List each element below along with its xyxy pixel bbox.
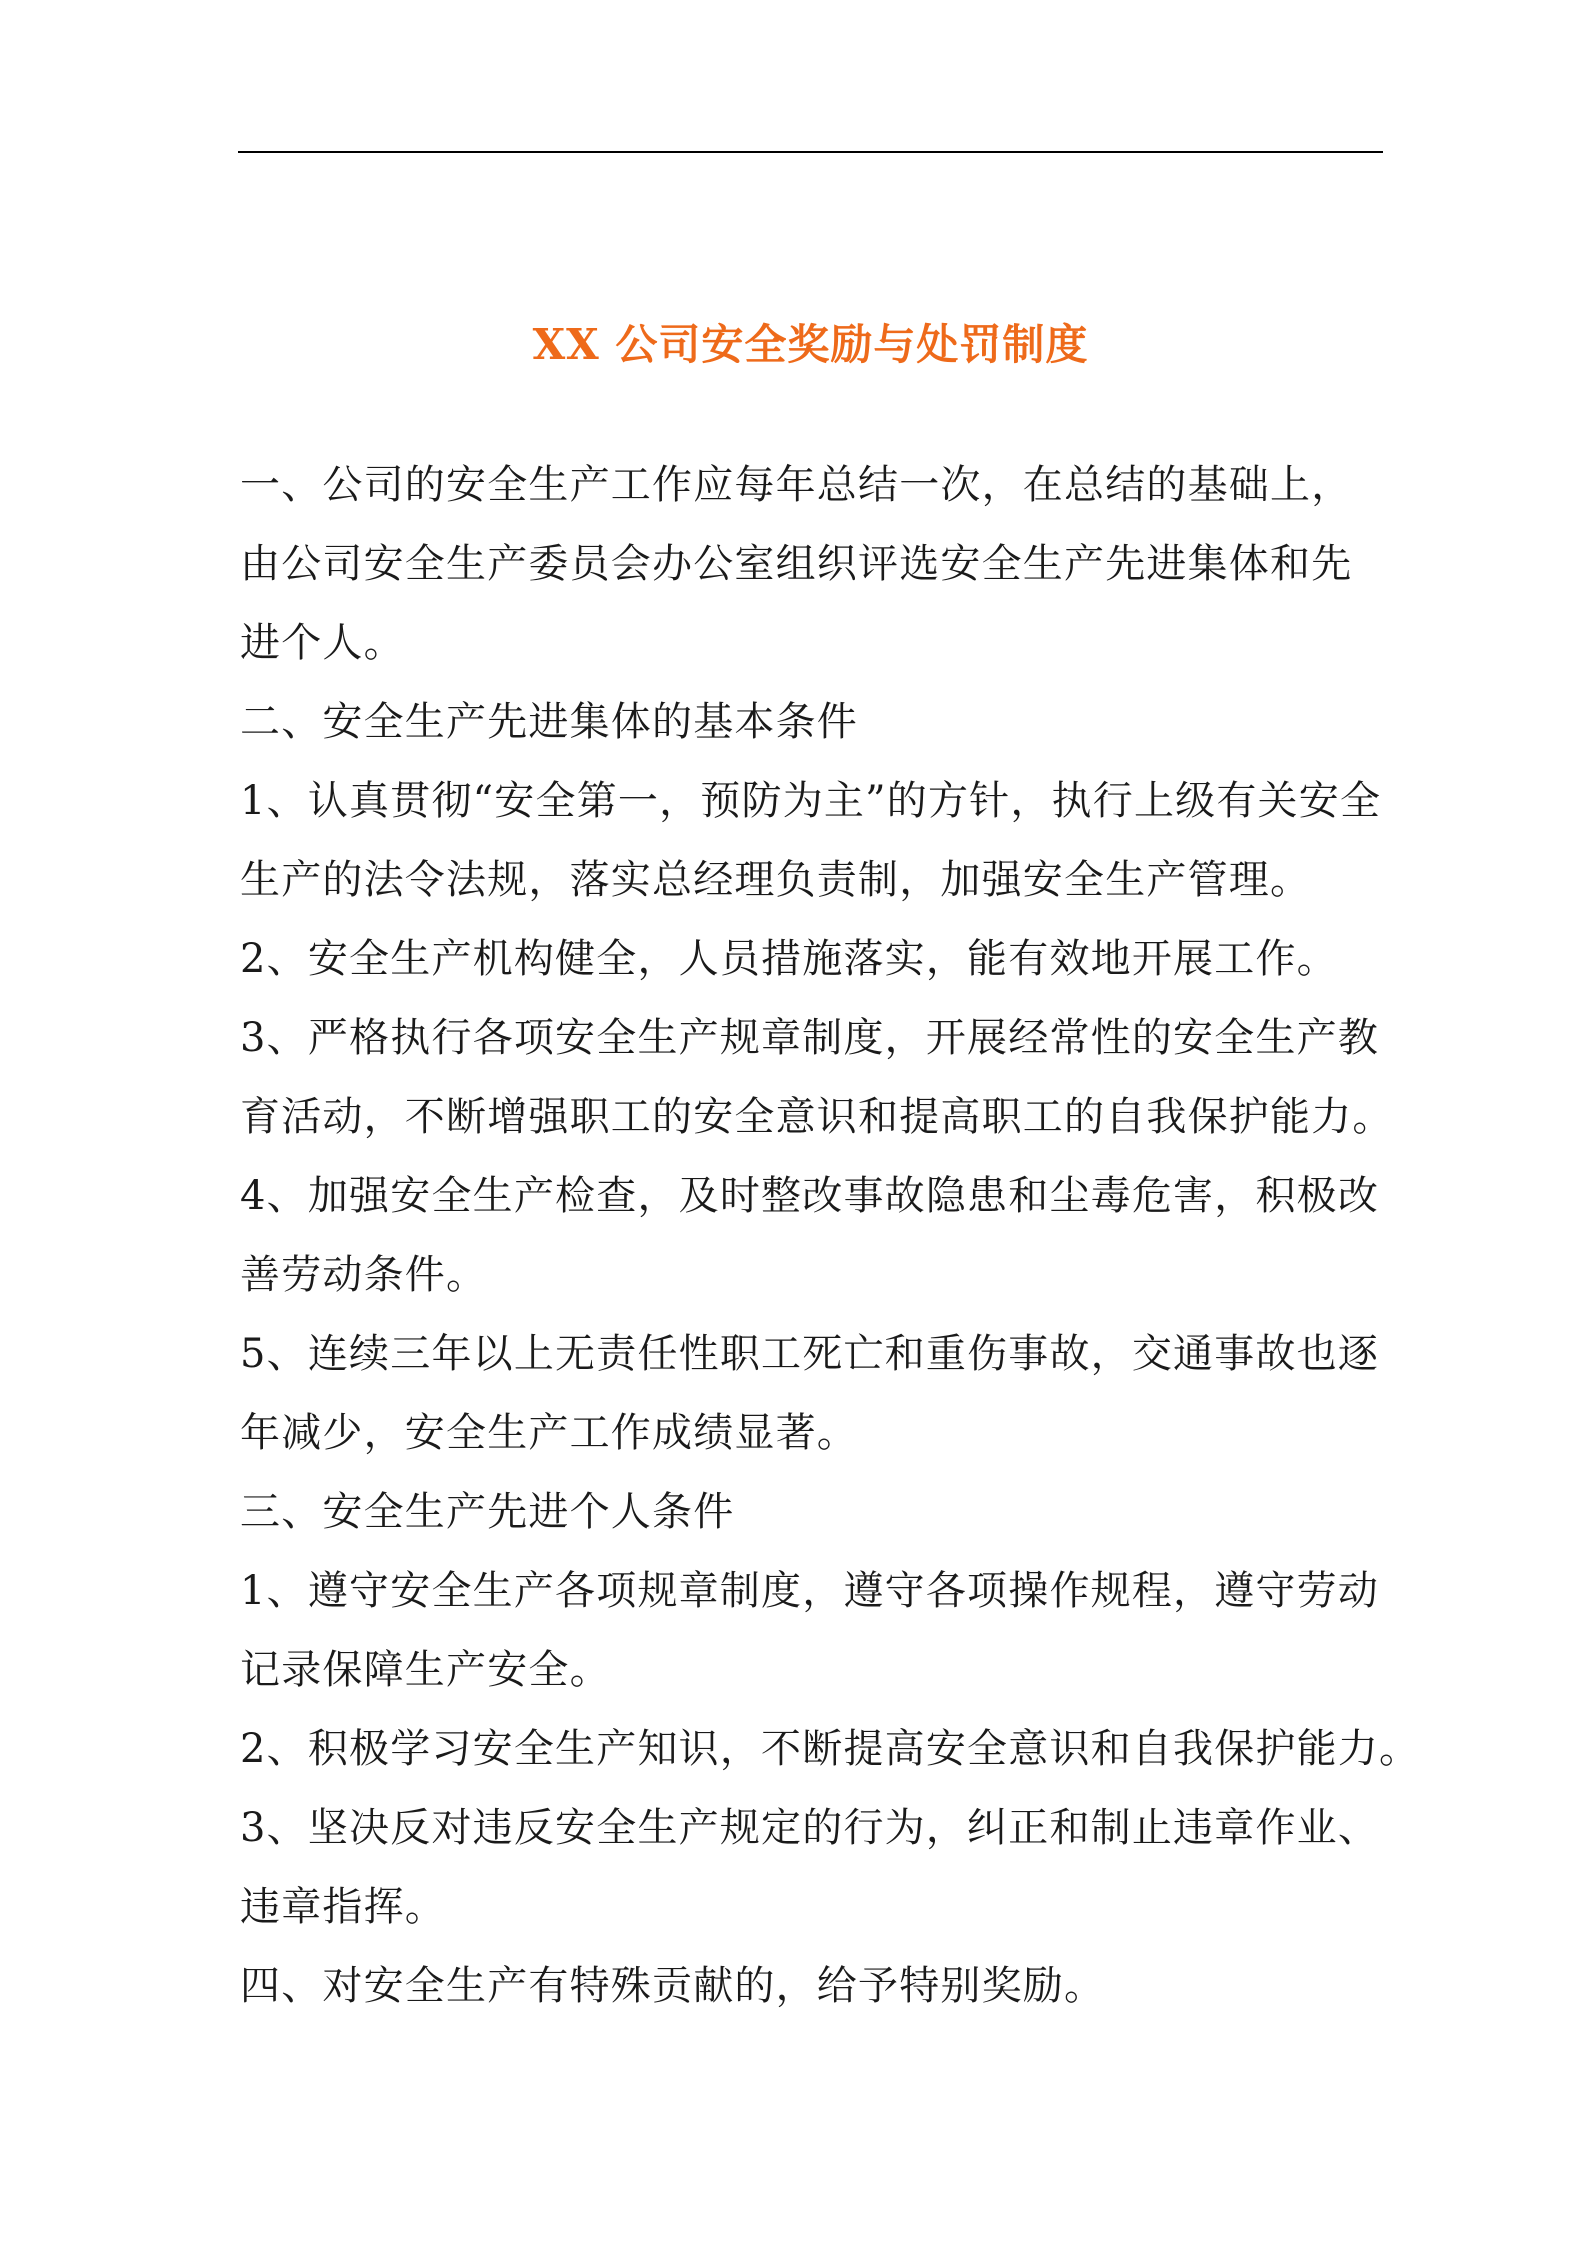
section-heading: 二、安全生产先进集体的基本条件: [240, 699, 858, 745]
body-line: 1、认真贯彻“安全第一，预防为主”的方针，执行上级有关安全: [240, 778, 1382, 824]
document-body: [240, 446, 1421, 2026]
section-heading: 四、对安全生产有特殊贡献的，给予特别奖励。: [240, 1963, 1106, 2009]
body-line: 记录保障生产安全。: [240, 1647, 611, 1693]
body-line: 2、安全生产机构健全，人员措施落实，能有效地开展工作。: [240, 936, 1338, 982]
body-line: 4、加强安全生产检查，及时整改事故隐患和尘毒危害，积极改: [240, 1173, 1380, 1219]
body-line: 3、严格执行各项安全生产规章制度，开展经常性的安全生产教: [240, 1015, 1380, 1061]
section-heading: 三、安全生产先进个人条件: [240, 1489, 735, 1535]
body-line: 2、积极学习安全生产知识，不断提高安全意识和自我保护能力。: [240, 1726, 1421, 1772]
body-line: 违章指挥。: [240, 1884, 446, 1930]
body-line: 5、连续三年以上无责任性职工死亡和重伤事故，交通事故也逐: [240, 1331, 1380, 1377]
body-line: 年减少，安全生产工作成绩显著。: [240, 1410, 858, 1456]
body-line: 由公司安全生产委员会办公室组织评选安全生产先进集体和先: [240, 541, 1353, 587]
body-line: 进个人。: [240, 620, 405, 666]
header-rule: [238, 151, 1383, 153]
body-line: 一、公司的安全生产工作应每年总结一次，在总结的基础上，: [240, 462, 1353, 508]
body-line: 3、坚决反对违反安全生产规定的行为，纠正和制止违章作业、: [240, 1805, 1380, 1851]
body-line: 善劳动条件。: [240, 1252, 488, 1298]
document-title: XX 公司安全奖励与处罚制度: [532, 320, 1089, 370]
body-line: 生产的法令法规，落实总经理负责制，加强安全生产管理。: [240, 857, 1312, 903]
body-line: 育活动，不断增强职工的安全意识和提高职工的自我保护能力。: [240, 1094, 1394, 1140]
body-line: 1、遵守安全生产各项规章制度，遵守各项操作规程，遵守劳动: [240, 1568, 1380, 1614]
